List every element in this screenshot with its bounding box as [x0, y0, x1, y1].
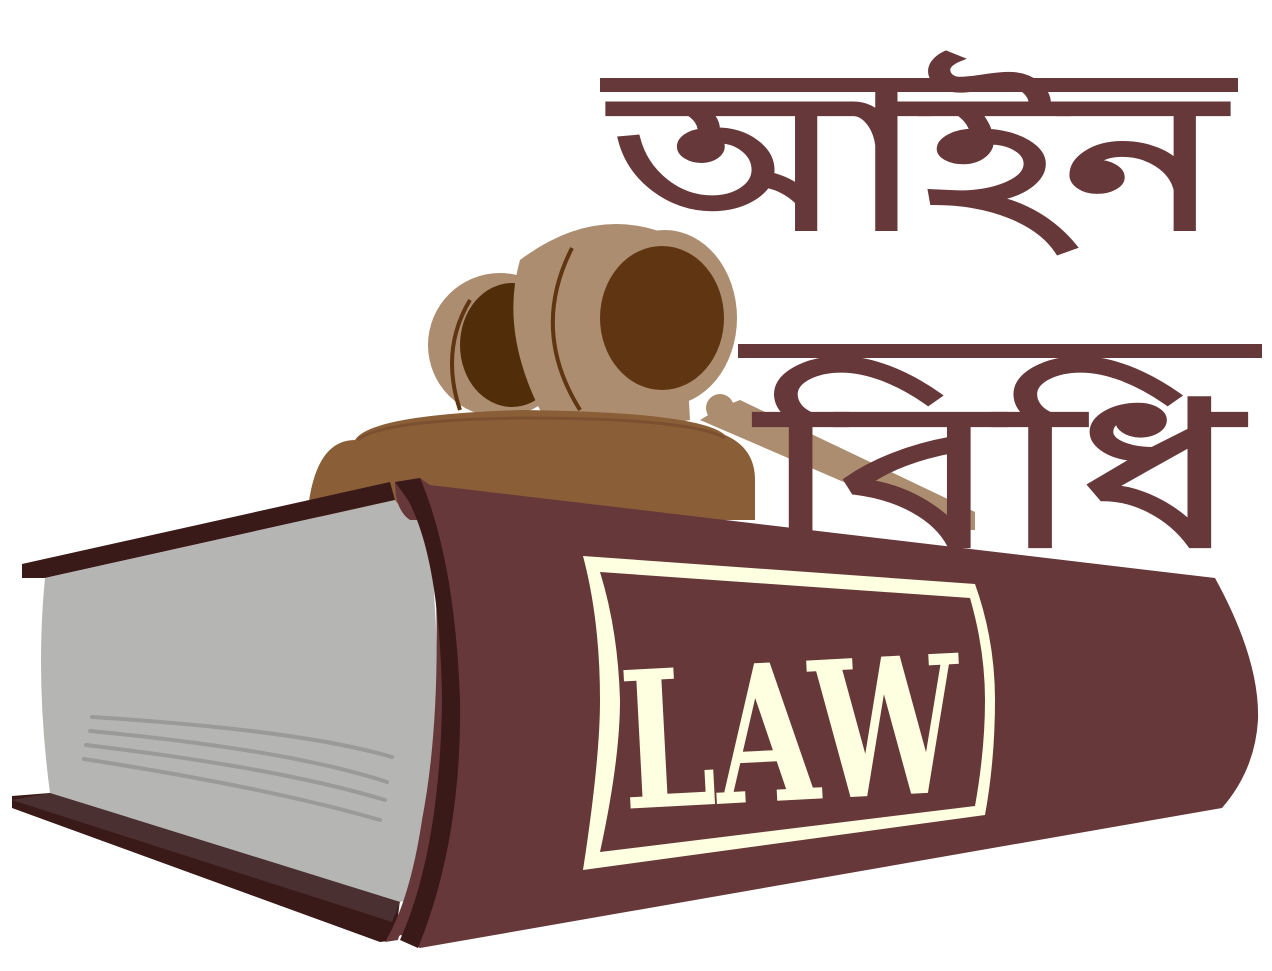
title-line-2: বিধি [760, 358, 1098, 593]
spine-label-text: LAW [615, 605, 1112, 854]
title-line-1: আইন [604, 50, 1231, 273]
title-line-2-headstroke [738, 344, 1262, 358]
